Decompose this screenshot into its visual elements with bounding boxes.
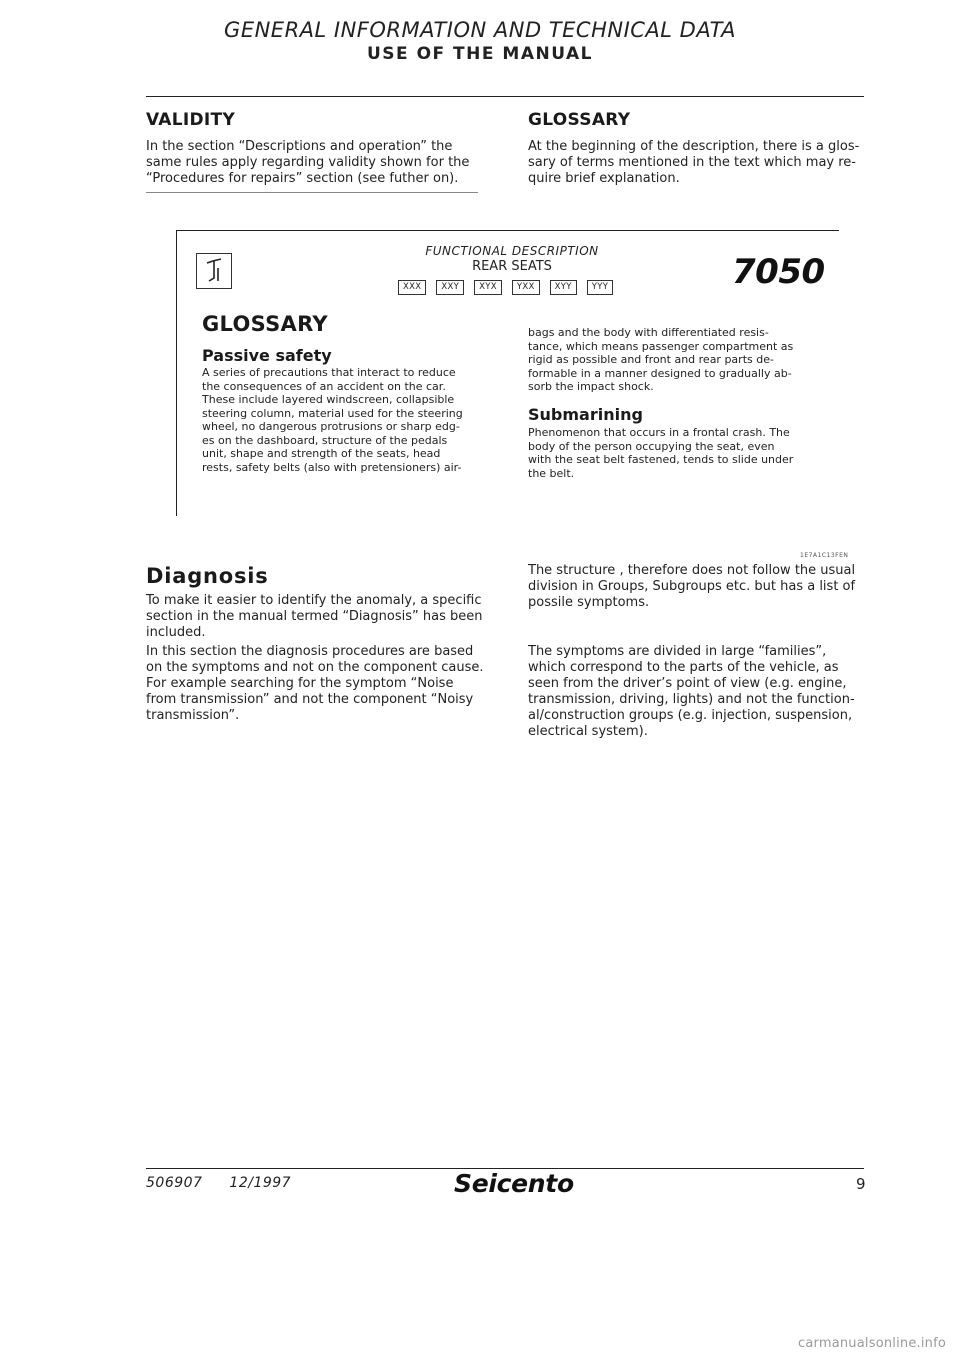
text-line: unit, shape and strength of the seats, head xyxy=(202,447,441,460)
page-number: 9 xyxy=(856,1175,866,1193)
seat-icon xyxy=(196,253,232,289)
text-line: section in the manual termed “Diagnosis” has been xyxy=(146,609,483,624)
text-line: transmission”. xyxy=(146,708,240,723)
validity-code: XYX xyxy=(474,280,502,295)
text-line: same rules apply regarding validity shown for the xyxy=(146,155,470,170)
text-line: tance, which means passenger compartment as xyxy=(528,339,794,353)
text-line: es on the dashboard, structure of the pedals xyxy=(202,433,448,447)
diagnosis-para-1 xyxy=(146,593,491,641)
page-header-title: GENERAL INFORMATION AND TECHNICAL DATA xyxy=(224,18,736,42)
diagnosis-para-2 xyxy=(146,644,491,724)
text-line: In the section “Descriptions and operation” the xyxy=(146,139,453,154)
text-line: The symptoms are divided in large “families”, xyxy=(528,644,827,659)
text-line: seen from the driver’s point of view (e.g. engine, xyxy=(528,676,847,691)
term-submarining-text xyxy=(528,426,828,480)
text-line: al/construction groups (e.g. injection, suspension, xyxy=(528,708,853,723)
diagnosis-right-para-1 xyxy=(528,563,873,611)
text-line: bags and the body with differentiated resis- xyxy=(528,326,769,339)
text-line: wheel, no dangerous protrusions or sharp edg- xyxy=(202,420,460,433)
text-line: which correspond to the parts of the vehicle, as xyxy=(528,660,839,675)
validity-code: YYY xyxy=(587,280,613,295)
text-line: body of the person occupying the seat, even xyxy=(528,439,775,453)
image-code: 1E7A1C13FEN xyxy=(800,552,849,559)
text-line: the belt. xyxy=(528,466,575,480)
watermark: carmanualsonline.info xyxy=(798,1336,947,1351)
text-line: sary of terms mentioned in the text which may re- xyxy=(528,155,856,170)
text-line: formable in a manner designed to gradually ab- xyxy=(528,366,792,380)
text-line: steering column, material used for the steering xyxy=(202,406,463,420)
footer-doc-code xyxy=(146,1175,291,1191)
text-line: rigid as possible and front and rear parts de- xyxy=(528,353,774,366)
text-line: These include layered windscreen, collapsible xyxy=(202,393,455,406)
text-line: Phenomenon that occurs in a frontal crash. The xyxy=(528,426,790,439)
text-line: possile symptoms. xyxy=(528,595,650,610)
text-line: from transmission” and not the component “Noisy xyxy=(146,692,474,707)
text-line: included. xyxy=(146,625,206,640)
text-line: transmission, driving, lights) and not the function- xyxy=(528,692,855,707)
validity-rule xyxy=(146,192,478,193)
footer-code: 506907 xyxy=(146,1175,203,1191)
text-line: In this section the diagnosis procedures are based xyxy=(146,644,474,659)
inset-subtitle: REAR SEATS xyxy=(472,259,552,274)
text-line: The structure , therefore does not follow the usual xyxy=(528,563,856,578)
page-header-subtitle: USE OF THE MANUAL xyxy=(367,44,593,64)
validity-text xyxy=(146,139,486,187)
text-line: To make it easier to identify the anomaly, a specific xyxy=(146,593,482,608)
validity-code: XXX xyxy=(398,280,426,295)
footer-date: 12/1997 xyxy=(229,1175,292,1191)
term-passive-safety: Passive safety xyxy=(202,346,332,365)
text-line: sorb the impact shock. xyxy=(528,380,654,393)
validity-code-row xyxy=(398,280,613,295)
diagnosis-right-para-2 xyxy=(528,644,873,740)
inset-glossary-heading: GLOSSARY xyxy=(202,312,328,336)
text-line: “Procedures for repairs” section (see futher on). xyxy=(146,171,459,186)
validity-code: XXY xyxy=(436,280,464,295)
header-rule xyxy=(146,96,864,97)
text-line: For example searching for the symptom “Noise xyxy=(146,676,454,691)
text-line: At the beginning of the description, there is a glos- xyxy=(528,139,860,154)
inset-kicker: FUNCTIONAL DESCRIPTION xyxy=(425,244,599,258)
term-submarining: Submarining xyxy=(528,405,643,424)
text-line: division in Groups, Subgroups etc. but has a list of xyxy=(528,579,856,594)
text-line: the consequences of an accident on the car. xyxy=(202,379,446,393)
text-line: on the symptoms and not on the component cause. xyxy=(146,660,484,675)
glossary-text xyxy=(528,139,868,187)
glossary-heading: GLOSSARY xyxy=(528,110,631,130)
term-passive-safety-continued xyxy=(528,326,828,394)
validity-code: YXX xyxy=(512,280,540,295)
section-number: 7050 xyxy=(732,252,825,292)
text-line: A series of precautions that interact to reduce xyxy=(202,366,456,379)
validity-heading: VALIDITY xyxy=(146,110,236,130)
validity-code: XYY xyxy=(550,280,577,295)
text-line: with the seat belt fastened, tends to slide under xyxy=(528,453,794,466)
diagnosis-heading: Diagnosis xyxy=(146,564,269,588)
term-passive-safety-text xyxy=(202,366,492,474)
text-line: electrical system). xyxy=(528,724,648,739)
text-line: rests, safety belts (also with pretensioners) air- xyxy=(202,460,462,474)
text-line: quire brief explanation. xyxy=(528,171,680,186)
brand-logo: Seicento xyxy=(454,1169,574,1198)
